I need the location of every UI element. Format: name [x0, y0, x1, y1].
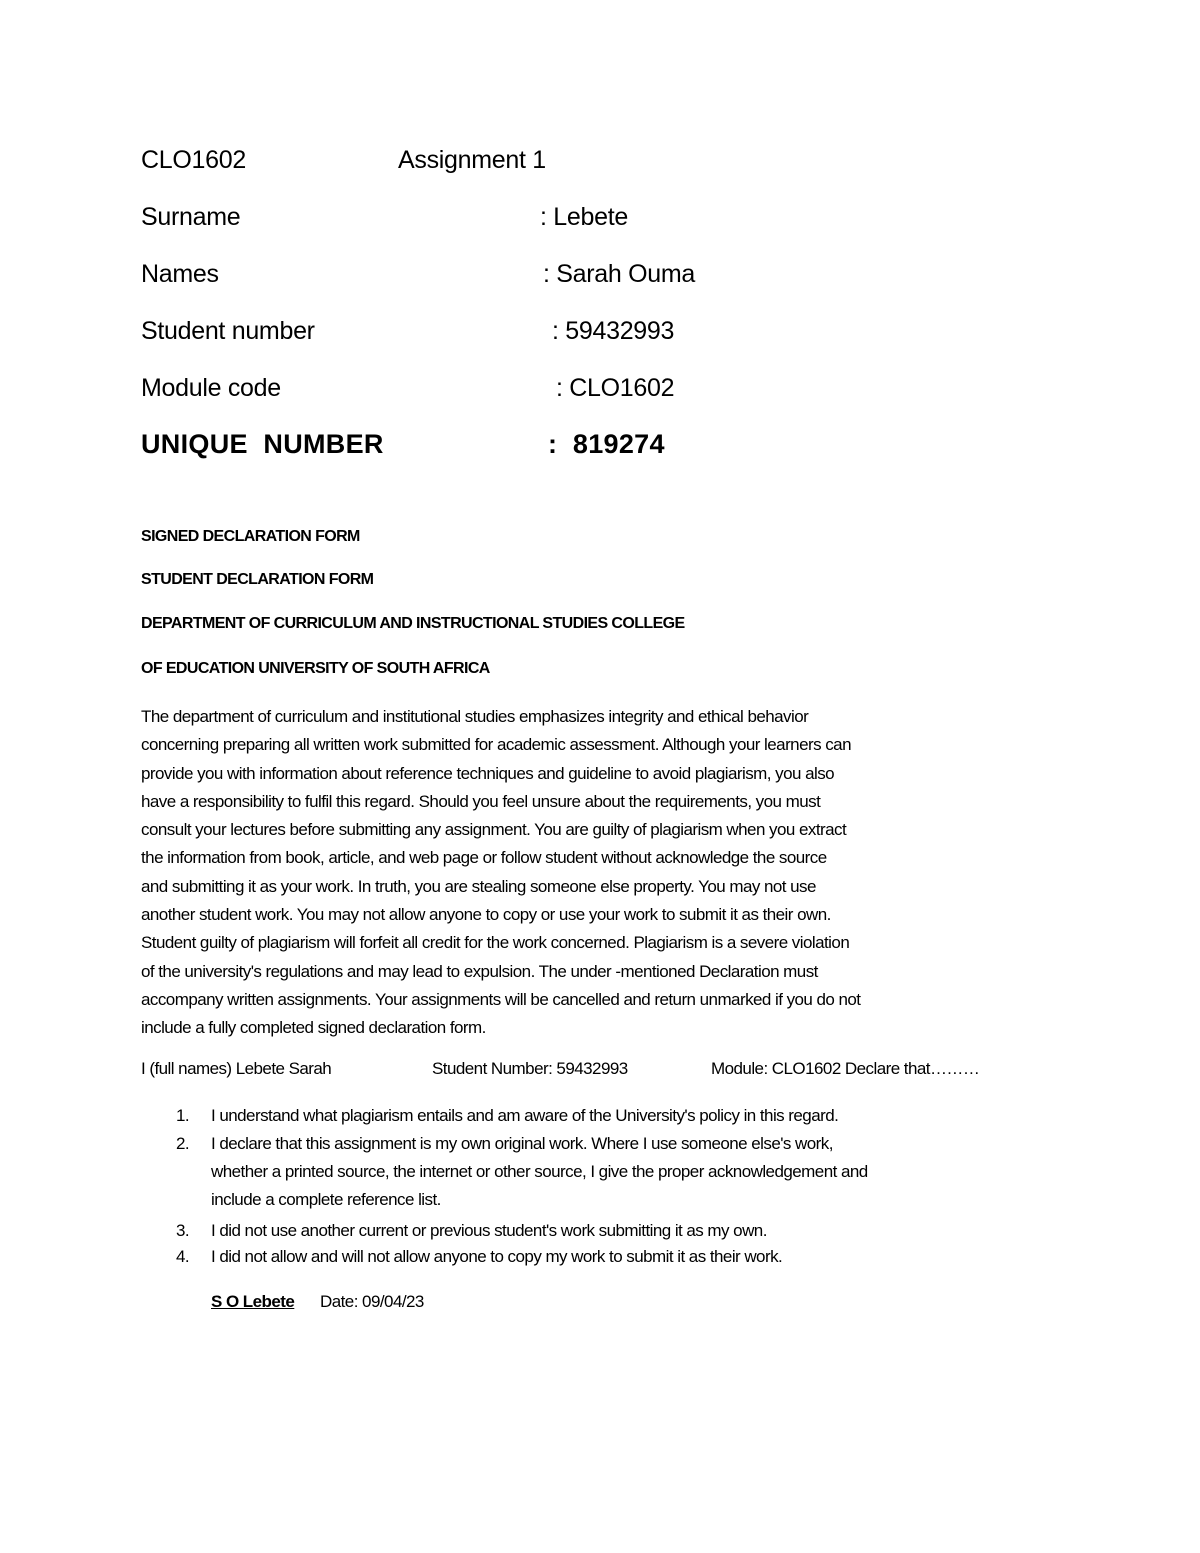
list-item: I did not allow and will not allow anyone to copy my work to submit it as their work.	[211, 1247, 783, 1266]
paragraph-line: Student guilty of plagiarism will forfeit all credit for the work concerned. Plagiarism is a severe violation	[141, 933, 850, 953]
declaration-names: I (full names) Lebete Sarah	[141, 1059, 332, 1078]
list-number: 3.	[176, 1221, 190, 1240]
heading-department: DEPARTMENT OF CURRICULUM AND INSTRUCTIONAL STUDIES COLLEGE	[141, 615, 685, 632]
list-item: I understand what plagiarism entails and am aware of the University's policy in this regard.	[211, 1106, 839, 1125]
list-number: 2.	[176, 1134, 190, 1153]
list-number: 1.	[176, 1106, 190, 1125]
paragraph-line: accompany written assignments. Your assignments will be cancelled and return unmarked if you do not	[141, 989, 861, 1009]
signature-date: Date: 09/04/23	[320, 1292, 424, 1311]
paragraph-line: another student work. You may not allow anyone to copy or use your work to submit it as their own.	[141, 905, 831, 925]
student-number-label: Student number	[141, 317, 315, 345]
module-code-value: : CLO1602	[556, 374, 675, 402]
paragraph-line: the information from book, article, and web page or follow student without acknowledge the source	[141, 848, 827, 868]
paragraph-line: and submitting it as your work. In truth, you are stealing someone else property. You may not use	[141, 876, 816, 896]
paragraph-line: provide you with information about reference techniques and guideline to avoid plagiarism, you also	[141, 763, 835, 783]
list-item-continued: whether a printed source, the internet or other source, I give the proper acknowledgement and	[211, 1162, 868, 1181]
list-item-continued: include a complete reference list.	[211, 1190, 441, 1209]
paragraph-line: The department of curriculum and institutional studies emphasizes integrity and ethical behavior	[141, 707, 809, 726]
heading-student-declaration: STUDENT DECLARATION FORM	[141, 571, 374, 588]
list-number: 4.	[176, 1247, 190, 1266]
student-number-value: : 59432993	[552, 317, 675, 345]
names-value: : Sarah Ouma	[543, 260, 696, 288]
heading-signed-declaration: SIGNED DECLARATION FORM	[141, 528, 360, 545]
policy-paragraph	[141, 703, 860, 1043]
unique-number-value: : 819274	[548, 429, 665, 459]
paragraph-line: have a responsibility to fulfil this regard. Should you feel unsure about the requirements, you must	[141, 791, 821, 811]
heading-university: OF EDUCATION UNIVERSITY OF SOUTH AFRICA	[141, 660, 490, 677]
paragraph-line: include a fully completed signed declaration form.	[141, 1018, 486, 1038]
declaration-module: Module: CLO1602 Declare that………	[711, 1059, 980, 1078]
surname-value: : Lebete	[540, 203, 628, 231]
paragraph-line: concerning preparing all written work submitted for academic assessment. Although your learners can	[141, 735, 851, 755]
declaration-student-number: Student Number: 59432993	[432, 1059, 628, 1078]
list-item: I declare that this assignment is my own original work. Where I use someone else's work,	[211, 1134, 833, 1153]
course-code: CLO1602	[141, 146, 246, 174]
surname-label: Surname	[141, 203, 241, 231]
assignment-title: Assignment 1	[398, 146, 546, 174]
unique-number-label: UNIQUE NUMBER	[141, 429, 384, 459]
names-label: Names	[141, 260, 219, 288]
module-code-label: Module code	[141, 374, 281, 402]
signature-name: S O Lebete	[211, 1292, 295, 1311]
list-item: I did not use another current or previous student's work submitting it as my own.	[211, 1221, 767, 1240]
paragraph-line: of the university's regulations and may lead to expulsion. The under -mentioned Declaration must	[141, 961, 818, 981]
paragraph-line: consult your lectures before submitting any assignment. You are guilty of plagiarism when you extract	[141, 820, 847, 840]
